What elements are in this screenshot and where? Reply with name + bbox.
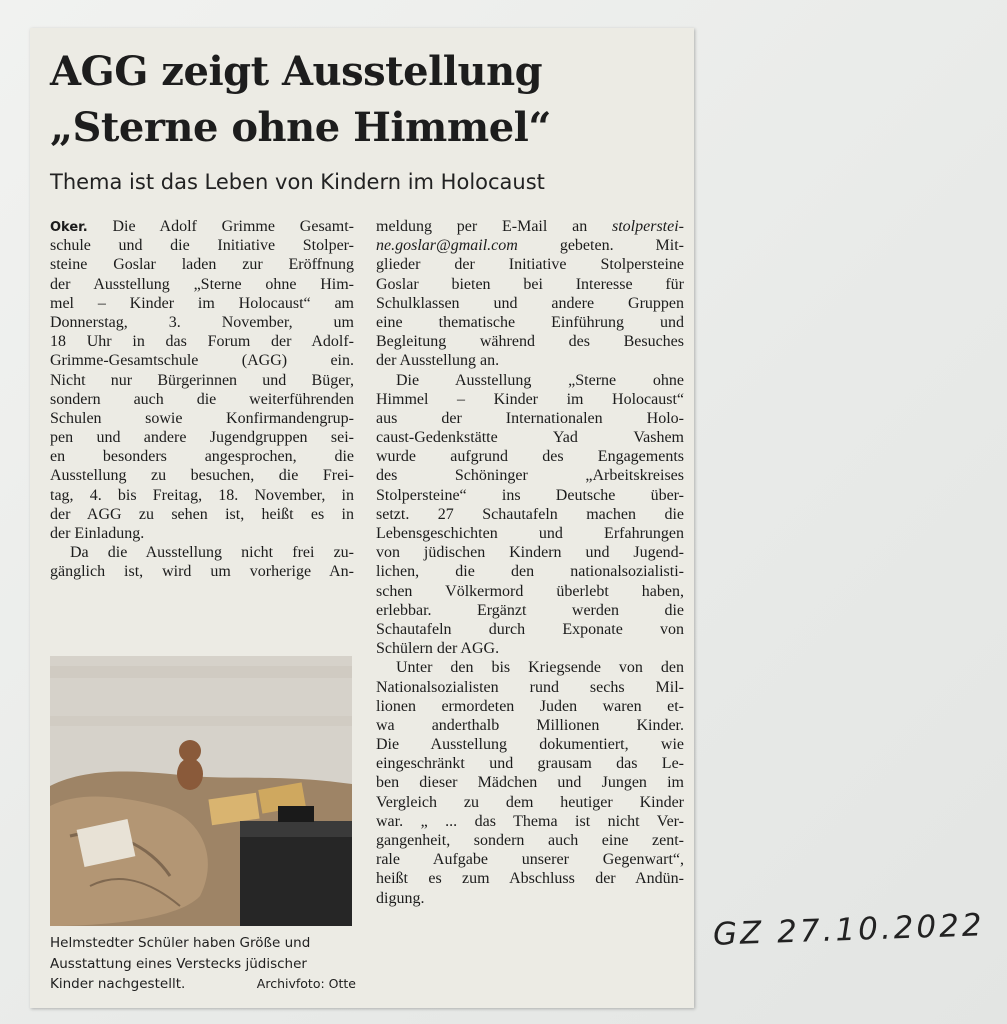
text-line: Ausstellung zu besuchen, die Frei- [50,467,354,485]
text-line: lionen ermordeten Juden waren et- [376,697,684,715]
text-line: caust-Gedenkstätte Yad Vashem [376,429,684,447]
text-line: Grimme-Gesamtschule (AGG) ein. [50,352,354,370]
text-line: wa anderthalb Millionen Kinder. [376,716,684,734]
headline-line-1: AGG zeigt Ausstellung [50,48,543,95]
text-line: Vergleich zu dem heutiger Kinder [376,793,684,811]
text-line: gangenheit, sondern auch eine zent- [376,832,684,849]
text-line: meldung per E-Mail an stolperstei- [376,218,684,235]
dateline: Oker. [50,220,88,235]
caption-line: Ausstattung eines Verstecks jüdischer [50,955,307,972]
text-line: Himmel – Kinder im Holocaust“ [376,390,684,408]
text-line: Nationalsozialisten rund sechs Mil- [376,678,684,696]
text-line: war. „ ... das Thema ist nicht Ver- [376,812,684,830]
text-line: Unter den bis Kriegsende von den [396,659,684,677]
text-line: steine Goslar laden zur Eröffnung [50,256,354,274]
newspaper-clipping [30,28,694,1008]
text-line: Schautafeln durch Exponate von [376,620,684,638]
text-line: eine thematische Einführung und [376,313,684,331]
text-line: Oker. Die Adolf Grimme Gesamt- [50,218,354,235]
text-line: tag, 4. bis Freitag, 18. November, in [50,486,354,504]
text-line: Nicht nur Bürgerinnen und Büger, [50,371,354,389]
text-line: Goslar bieten bei Interesse für [376,275,684,293]
text-line: der AGG zu sehen ist, heißt es in [50,505,354,523]
text-line: en besonders angesprochen, die [50,448,354,466]
article-column-right [376,217,684,908]
caption-line: Helmstedter Schüler haben Größe und [50,935,311,951]
text-line: des Schöninger „Arbeitskreises [376,467,684,485]
text-line: lichen, die den nationalsozialisti- [376,563,684,581]
article-photo [50,656,352,926]
text-line: digung. [376,889,425,907]
text-line: Die Ausstellung „Sterne ohne [396,371,684,389]
text-line: mel – Kinder im Holocaust“ am [50,294,354,312]
text-line: Die Ausstellung dokumentiert, wie [376,736,684,754]
text-line: der Ausstellung „Sterne ohne Him- [50,275,354,293]
text-line: schen Völkermord überlebt haben, [376,582,684,600]
subheadline: Thema ist das Leben von Kindern im Holocaust [50,170,545,194]
email-address-part: ne.goslar@gmail.com [376,237,518,255]
text-line: Stolpersteine“ ins Deutsche über- [376,486,684,504]
text-line: ne.goslar@gmail.com gebeten. Mit- [376,237,684,255]
photo-illustration [50,656,352,926]
text-line: der Ausstellung an. [376,352,500,370]
text-line: pen und andere Jugendgruppen sei- [50,429,354,447]
text-line: von jüdischen Kindern und Jugend- [376,544,684,562]
text-line: eingeschränkt und grausam das Le- [376,755,684,773]
text-line: Da die Ausstellung nicht frei zu- [70,544,354,562]
text-line: Schulen sowie Konfirmandengrup- [50,409,354,427]
text-line: gänglich ist, wird um vorherige An- [50,563,354,581]
text-line: heißt es zum Abschluss der Andün- [376,870,684,888]
headline-line-2: „Sterne ohne Himmel“ [50,104,551,151]
email-address-part: stolperstei- [612,218,684,235]
text-line: Schulklassen und andere Gruppen [376,294,684,312]
handwritten-date: GZ 27.10.2022 [712,907,986,953]
text-line: Lebensgeschichten und Erfahrungen [376,525,684,542]
text-line: Schülern der AGG. [376,640,500,658]
text-line: ben dieser Mädchen und Jungen im [376,774,684,792]
text-line: wurde aufgrund des Engagements [376,448,684,466]
article-column-left [50,217,354,582]
text-line: der Einladung. [50,525,145,542]
text-line: schule und die Initiative Stolper- [50,237,354,255]
text-line: aus der Internationalen Holo- [376,409,684,427]
text-line: 18 Uhr in das Forum der Adolf- [50,333,354,351]
photo-caption [50,933,356,995]
text-line: glieder der Initiative Stolpersteine [376,256,684,274]
photo-credit: Archivfoto: Otte [256,976,356,991]
text-line: rale Aufgabe unserer Gegenwart“, [376,851,684,869]
text-line: Donnerstag, 3. November, um [50,313,354,331]
text-line: erlebbar. Ergänzt werden die [376,601,684,619]
caption-line: Kinder nachgestellt. Archivfoto: Otte [50,974,356,995]
headline [50,44,680,156]
text-line: sondern auch die weiterführenden [50,390,354,408]
text-line: Begleitung während des Besuches [376,333,684,351]
text-line: setzt. 27 Schautafeln machen die [376,505,684,523]
